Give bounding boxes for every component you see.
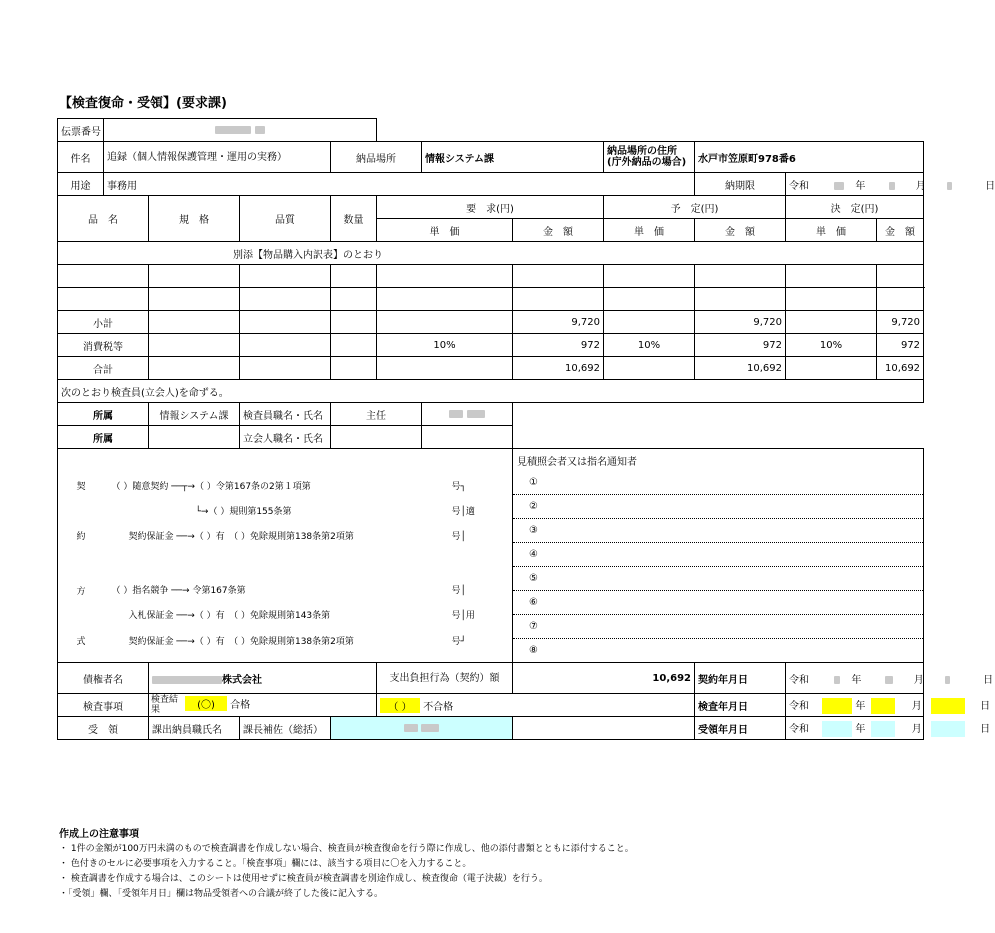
estimate-item-5[interactable]: ⑤ [513, 567, 923, 591]
juryo-label: 受 領 [58, 717, 149, 740]
juryo-date-label: 受領年月日 [695, 717, 786, 740]
method-body: （ ）随意契約 ──┬→（ ）令第167条の2第１項第 └→（ ）規則第155条第 契約保証金 ──→（ ）有 （ ）免除規則第138条第2項第 （ ）指名競争 ──→ 令第167条第 入札保証金 ──→（ ）有 （ ）免除規則第143条第 契約保証金 ──→（ ）有 （ ）免除規則第138条第2項第 号┐ 号│適 号│ 号│ 号│用 号┘ [104, 449, 513, 663]
estimate-item-1[interactable]: ① [513, 471, 923, 495]
note-line-4: ・「受領」欄、「受領年月日」欄は物品受領者への合議が終了した後に記入する。 [59, 889, 384, 899]
address-label: 納品場所の住所(庁外納品の場合) [604, 142, 695, 173]
shokei-kettei-kingaku: 9,720 [877, 311, 924, 334]
denpyo-row [58, 119, 924, 142]
juryo-row [58, 717, 924, 740]
shokei-yokyu-kingaku: 9,720 [513, 311, 604, 334]
deadline-date[interactable]: 令和 年 月 日 [786, 173, 924, 196]
juryo-staff-name[interactable] [331, 717, 513, 740]
shozoku-label: 所属 [58, 403, 149, 426]
estimate-list [513, 449, 924, 663]
saiken-row [58, 663, 924, 694]
method-line-6: 契約保証金 ──→（ ）有 （ ）免除規則第138条第2項第 [128, 637, 354, 647]
address-value[interactable]: 水戸市笠原町978番6 [695, 142, 924, 173]
col-yokyu-tanka: 単 価 [377, 219, 513, 242]
order-row [58, 380, 924, 403]
gokei-kettei-kingaku: 10,692 [877, 357, 924, 380]
kensa-date[interactable]: 令和 年 月 日 [786, 694, 924, 717]
contract-date[interactable]: 令和 年 月 日 [786, 663, 924, 694]
kensa-label: 検査事項 [58, 694, 149, 717]
kenmei-row [58, 142, 924, 173]
gokei-yokyu-kingaku: 10,692 [513, 357, 604, 380]
tax-yokyu-kingaku: 972 [513, 334, 604, 357]
gokei-row [58, 357, 924, 380]
col-yotei-tanka: 単 価 [604, 219, 695, 242]
saiken-label: 債権者名 [58, 663, 149, 694]
payment-label: 支出負担行為（契約）額 [377, 663, 513, 694]
juryo-staff-title: 課長補佐（総括） [240, 717, 331, 740]
col-yotei-kingaku: 金 額 [695, 219, 786, 242]
col-yokyu: 要 求(円) [377, 196, 604, 219]
gokei-yotei-kingaku: 10,692 [695, 357, 786, 380]
shokei-label: 小計 [58, 311, 149, 334]
estimate-item-2[interactable]: ② [513, 495, 923, 519]
kenmei-label: 件名 [58, 142, 104, 173]
tax-kettei-tanka: 10% [786, 334, 877, 357]
kensain-name[interactable] [422, 403, 513, 426]
estimate-item-4[interactable]: ④ [513, 543, 923, 567]
payment-value: 10,692 [513, 663, 695, 694]
yoto-label: 用途 [58, 173, 104, 196]
kenmei-value[interactable]: 追録（個人情報保護管理・運用の実務） [104, 142, 331, 173]
method-line-2: └→（ ）規則第155条第 [195, 507, 292, 517]
method-line-1: （ ）随意契約 ──┬→（ ）令第167条の2第１項第 [111, 482, 311, 492]
estimate-item-6[interactable]: ⑥ [513, 591, 923, 615]
tachiai-label: 立会人職名・氏名 [240, 426, 331, 449]
shozoku-label-2: 所属 [58, 426, 149, 449]
col-yotei: 予 定(円) [604, 196, 786, 219]
col-kikaku: 規 格 [149, 196, 240, 242]
kensa-result: 検査結果 (〇) 合格 [149, 694, 377, 717]
juryo-staff-label: 課出納員職氏名 [149, 717, 240, 740]
notes-heading: 作成上の注意事項 [59, 829, 139, 840]
tax-kettei-kingaku: 972 [877, 334, 924, 357]
saiken-value[interactable]: 株式会社 [149, 663, 377, 694]
col-hinshitsu: 品質 [240, 196, 331, 242]
col-yokyu-kingaku: 金 額 [513, 219, 604, 242]
col-kettei: 決 定(円) [786, 196, 924, 219]
estimate-item-3[interactable]: ③ [513, 519, 923, 543]
estimate-item-8[interactable]: ⑧ [529, 645, 538, 656]
shozoku-row-1 [58, 403, 924, 426]
empty-row[interactable] [58, 265, 924, 288]
tax-yokyu-tanka: 10% [377, 334, 513, 357]
kensa-date-label: 検査年月日 [695, 694, 786, 717]
shozoku-row-2 [58, 426, 924, 449]
yoto-row [58, 173, 924, 196]
kensain-title[interactable]: 主任 [331, 403, 422, 426]
col-suryo: 数量 [331, 196, 377, 242]
inspection-form [57, 118, 995, 740]
col-kettei-tanka: 単 価 [786, 219, 877, 242]
method-line-5: 入札保証金 ──→（ ）有 （ ）免除規則第143条第 [128, 611, 331, 621]
estimate-header: 見積照会者又は指名通知者 [517, 457, 637, 468]
delivery-place-label: 納品場所 [331, 142, 422, 173]
betten-row [58, 242, 924, 265]
deadline-label: 納期限 [695, 173, 786, 196]
tax-row [58, 334, 924, 357]
pass-mark[interactable]: (〇) [185, 696, 227, 711]
form-title: 【検査復命・受領】(要求課) [59, 96, 227, 111]
juryo-date[interactable]: 令和 年 月 日 [786, 717, 924, 740]
kensa-fail: （ ） 不合格 [377, 694, 695, 717]
shokei-yotei-kingaku: 9,720 [695, 311, 786, 334]
note-line-2: ・ 色付きのセルに必要事項を入力すること。「検査事項」欄には、該当する項目に〇を入力すること。 [59, 859, 472, 869]
column-header-row-1 [58, 196, 924, 219]
tax-yotei-tanka: 10% [604, 334, 695, 357]
contract-date-label: 契約年月日 [695, 663, 786, 694]
method-line-3: 契約保証金 ──→（ ）有 （ ）免除規則第138条第2項第 [128, 532, 354, 542]
method-side: 契 約 方 式 [58, 449, 104, 663]
kensa-row [58, 694, 924, 717]
fail-mark[interactable]: （ ） [380, 698, 420, 713]
method-line-4: （ ）指名競争 ──→ 令第167条第 [111, 586, 246, 596]
denpyo-value[interactable] [104, 119, 377, 142]
delivery-place-value[interactable]: 情報システム課 [422, 142, 604, 173]
note-line-3: ・ 検査調書を作成する場合は、このシートは使用せずに検査員が検査調書を別途作成し、検査復命（電子決裁）を行う。 [59, 874, 548, 884]
col-kettei-kingaku: 金 額 [877, 219, 924, 242]
denpyo-label: 伝票番号 [58, 119, 104, 142]
tax-label: 消費税等 [58, 334, 149, 357]
method-row [58, 449, 924, 663]
betten-text: 別添【物品購入内訳表】のとおり [58, 242, 924, 265]
shozoku-value[interactable]: 情報システム課 [149, 403, 240, 426]
estimate-item-7[interactable]: ⑦ [513, 615, 923, 639]
note-line-1: ・ 1件の金額が100万円未満のもので検査調書を作成しない場合、検査員が検査復命を行う際に作成し、他の添付書類とともに添付すること。 [59, 844, 634, 854]
tax-yotei-kingaku: 972 [695, 334, 786, 357]
kensain-label: 検査員職名・氏名 [240, 403, 331, 426]
gokei-label: 合計 [58, 357, 149, 380]
shokei-row [58, 311, 924, 334]
notes [59, 827, 634, 902]
col-hinmei: 品 名 [58, 196, 149, 242]
yoto-value[interactable]: 事務用 [104, 173, 695, 196]
empty-row[interactable] [58, 288, 924, 311]
order-text: 次のとおり検査員(立会人)を命ずる。 [58, 380, 924, 403]
